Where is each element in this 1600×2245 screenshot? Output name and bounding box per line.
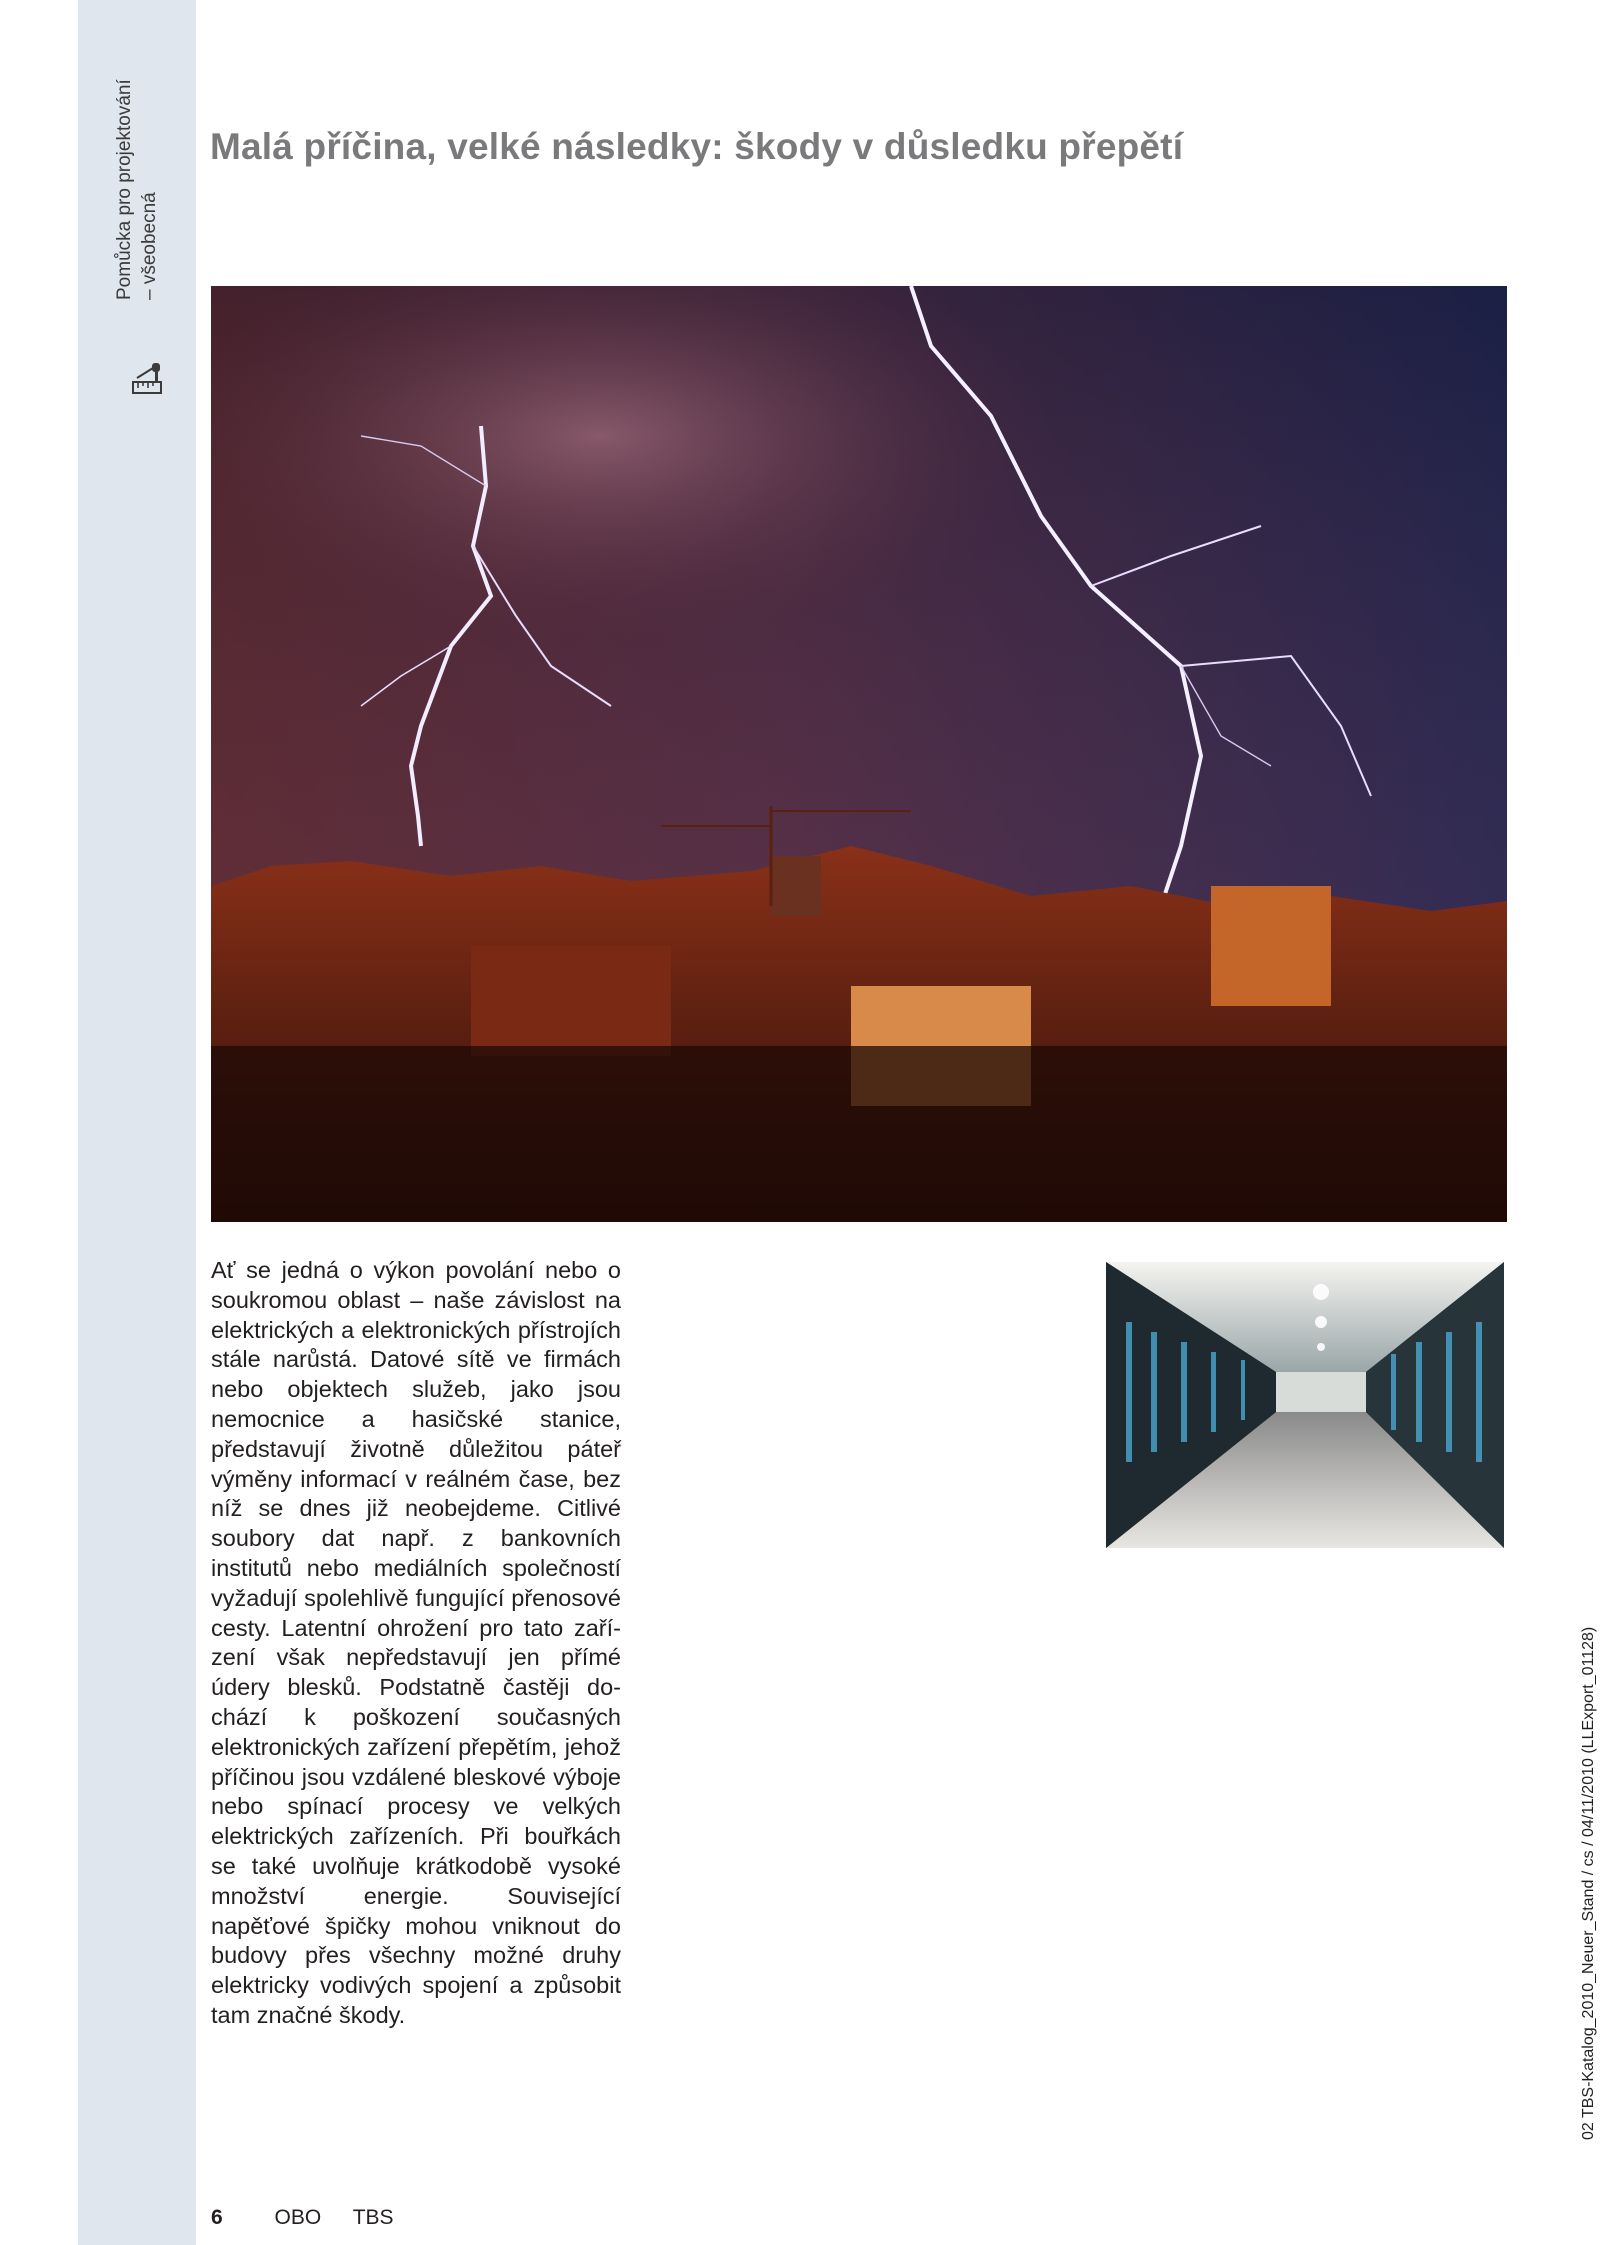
- lightning-city-photo: [211, 286, 1507, 1222]
- page-number: 6: [211, 2206, 223, 2229]
- body-paragraph: Ať se jedná o výkon povolání nebo o soukromou oblast – naše závislost na elektrických a elektronických přístrojích stále narůstá. Datové sítě ve firmách nebo objektech služeb, jako jsou nemocnice a hasičské stanice, představují životně důležitou páteř výměny informací v reálném čase, bez níž se dnes již neobejdeme. Citlivé soubory dat např. z bankovních institutů nebo mediálních společností vyžadují spolehlivě fungující přenosové cesty. Latentní ohrožení pro tato zařízení však nepředstavují jen přímé údery blesků. Podstatně častěji dochází k poškození současných elektronických zařízení přepětím, jehož příčinou jsou vzdálené bleskové výboje nebo spínací procesy ve velkých elektrických zařízeních. Při bouřkách se také uvolňuje krátkodobě vysoké množství energie. Související napěťové špičky mohou vniknout do budovy přes všechny možné druhy elektricky vodivých spojení a způsobit tam značné škody.: [211, 1257, 621, 2028]
- sidebar-strip: [78, 0, 196, 2245]
- document-code: 02 TBS-Katalog_2010_Neuer_Stand / cs / 04/11/2010 (LLExport_01128): [1580, 1626, 1597, 2140]
- page-footer: [211, 2206, 394, 2230]
- section-label: Pomůcka pro projektování – všeobecná: [114, 79, 160, 300]
- product-name: TBS: [352, 2206, 394, 2229]
- page-title: Malá příčina, velké následky: škody v důsledku přepětí: [210, 126, 1184, 167]
- ruler-probe-icon: [131, 360, 163, 394]
- brand-name: OBO: [274, 2206, 322, 2229]
- data-center-photo: [1106, 1262, 1504, 1548]
